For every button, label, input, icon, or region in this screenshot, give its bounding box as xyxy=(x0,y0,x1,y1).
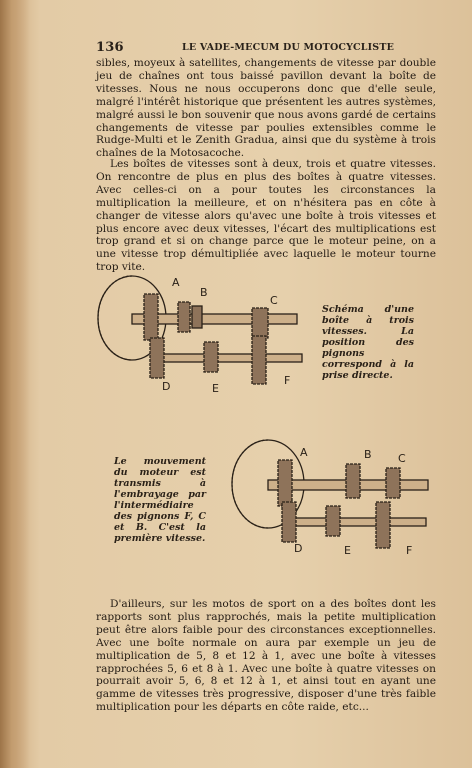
fig2-label-b: B xyxy=(364,448,372,461)
fig2-label-d: D xyxy=(294,542,303,555)
fig1-label-a: A xyxy=(172,276,180,289)
fig1-label-e: E xyxy=(212,382,219,395)
fig1-label-b: B xyxy=(200,286,208,299)
gearbox-diagram-first-gear xyxy=(226,428,436,558)
paragraph-1: sibles, moyeux à satellites, changements de vitesse par double jeu de chaînes ont tous baissé pavillon devant la boîte de vitesses. Nous ne nous occuperons donc que d'elle seule, malgré l'intérêt historique que présentent les autres systèmes, malgré aussi le bon souvenir que nous avons gardé de certains changements de vitesse par poulies extensibles comme le Rudge-Multi et le Zenith Gradua, ainsi que du système à trois chaînes de la Motosacoche. xyxy=(96,57,436,160)
fig1-label-c: C xyxy=(270,294,278,307)
page-header xyxy=(96,40,446,56)
running-title: LE VADE-MECUM DU MOTOCYCLISTE xyxy=(182,42,395,53)
fig1-label-d: D xyxy=(162,380,171,393)
fig2-label-f: F xyxy=(406,544,413,557)
fig1-label-f: F xyxy=(284,374,291,387)
gearbox-diagram-direct-drive xyxy=(92,268,320,398)
paragraph-2: Les boîtes de vitesses sont à deux, trois et quatre vitesses. On rencontre de plus en plus des boîtes à quatre vitesses. Avec celles-ci on a pour toutes les circonstances la multiplication la meilleure, et on n'hésitera pas en côte à changer de vitesse alors qu'avec une boîte à trois vitesses et plus encore avec deux vitesses, l'écart des multiplications est trop grand et si on change parce que le moteur peine, on a une vitesse trop démultipliée avec laquelle le moteur tourne trop vite. xyxy=(96,158,436,274)
page-number: 136 xyxy=(96,40,124,55)
figure-2-caption: Le mouvement du moteur est transmis à l'embrayage par l'intermédiaire des pignons F, C et B. C'est la première vitesse. xyxy=(114,456,206,544)
fig2-label-c: C xyxy=(398,452,406,465)
paragraph-3: D'ailleurs, sur les motos de sport on a des boîtes dont les rapports sont plus rapprochés, mais la petite multiplication peut être alors faible pour des circonstances exceptionnelles. Avec une boîte normale on aura par exemple un jeu de multiplication de 5, 8 et 12 à 1, avec une boîte à vitesses rapprochées 5, 6 et 8 à 1. Avec une boîte à quatre vitesses on pourrait avoir 5, 6, 8 et 12 à 1, et ainsi tout en ayant une gamme de vitesses très progressive, disposer d'une très faible multiplication pour les départs en côte raide, etc... xyxy=(96,598,436,714)
figure-1-caption: Schéma d'une boîte à trois vitesses. La position des pignons correspond à la prise directe. xyxy=(322,304,414,381)
fig2-label-e: E xyxy=(344,544,351,557)
book-spine-shadow xyxy=(0,0,30,768)
fig2-label-a: A xyxy=(300,446,308,459)
